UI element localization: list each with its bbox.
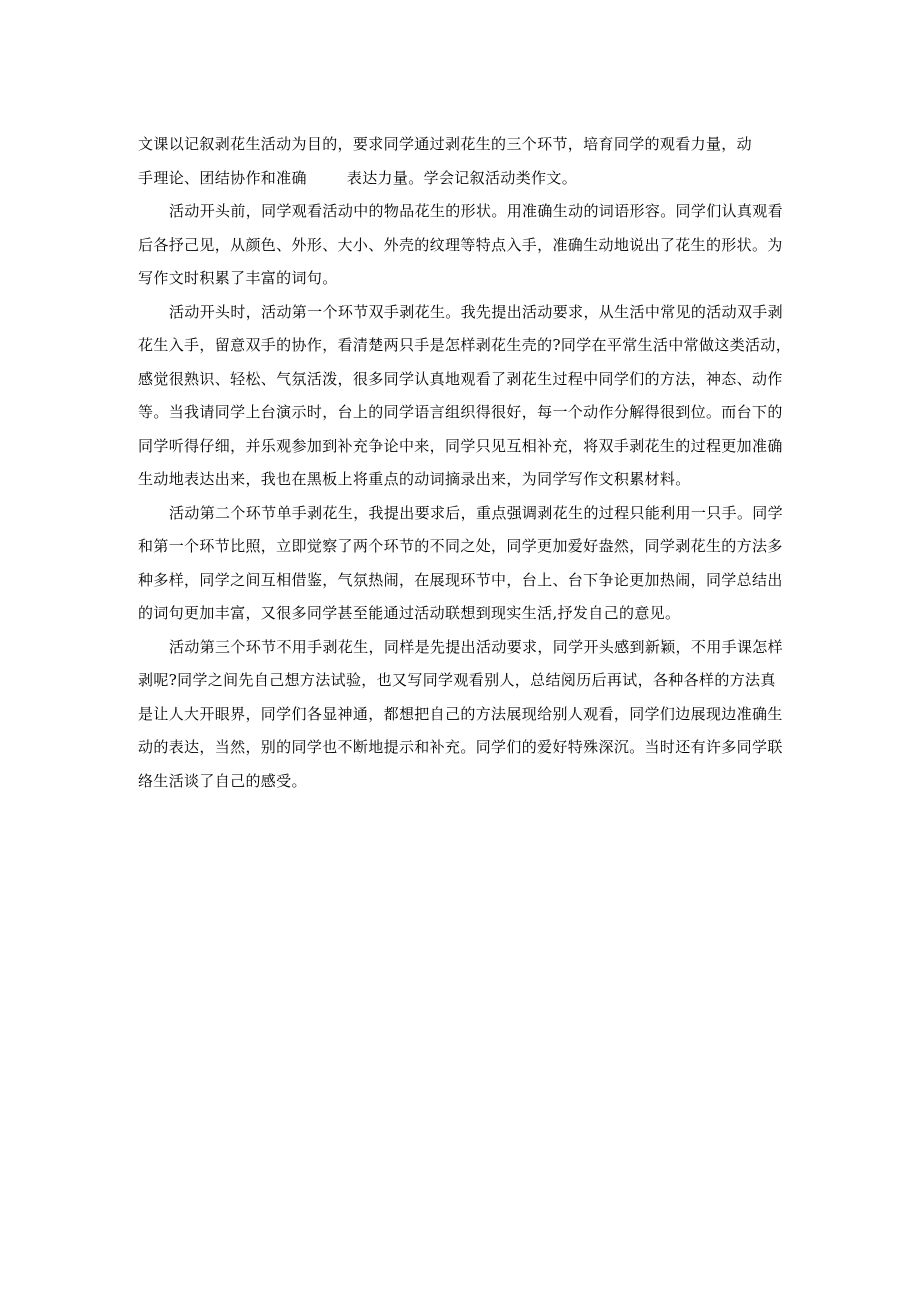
text-line: 后各抒己见，从颜色、外形、大小、外壳的纹理等特点入手，准确生动地说出了花生的形状。为 (138, 235, 783, 254)
text-line: 活动开头时，活动第一个环节双手剥花生。我先提出活动要求，从生活中常见的活动双手剥 (169, 302, 784, 321)
text-line: 是让人大开眼界，同学们各显神通，都想把自己的方法展现给别人观看，同学们边展现边准确生 (138, 704, 783, 723)
text-line: 动的表达，当然，别的同学也不断地提示和补充。同学们的爱好特殊深沉。当时还有许多同学联 (138, 738, 783, 756)
text-line: 感觉很熟识、轻松、气氛活泼，很多同学认真地观看了剥花生过程中同学们的方法，神态、动作 (138, 369, 783, 388)
text-line: 等。当我请同学上台演示时，台上的同学语言组织得很好，每一个动作分解得很到位。而台下的 (138, 403, 783, 421)
text-line: 的词句更加丰富，又很多同学甚至能通过活动联想到现实生活,抒发自己的意见。 (138, 604, 681, 622)
text-line: 写作文时积累了丰富的词句。 (138, 269, 338, 287)
paragraph-observe-peanut (138, 195, 788, 296)
text-line (138, 162, 788, 196)
text-line: 剥呢?同学之间先自己想方法试验，也又写同学观看别人，总结阅历后再试，各种各样的方法真 (138, 671, 776, 689)
document-body (138, 128, 792, 798)
text-line: 活动开头前，同学观看活动中的物品花生的形状。用准确生动的词语形容。同学们认真观看 (169, 202, 784, 220)
text-line: 活动第三个环节不用手剥花生，同样是先提出活动要求，同学开头感到新颖，不用手课怎样 (169, 637, 784, 656)
intro-paragraph (138, 128, 788, 195)
text-line: 文课以记叙剥花生活动为目的，要求同学通过剥花生的三个环节，培育同学的观看力量，动 (138, 135, 753, 153)
text-line: 花生入手，留意双手的协作，看清楚两只手是怎样剥花生壳的?同学在平常生活中常做这类活动， (138, 336, 792, 354)
text-line: 和第一个环节比照，立即觉察了两个环节的不同之处，同学更加爱好盎然，同学剥花生的方法多 (138, 537, 783, 555)
text-line: 络生活谈了自己的感受。 (138, 771, 307, 790)
text-segment: 手理论、团结协作和准确 (138, 168, 307, 187)
paragraph-no-hands (138, 631, 788, 799)
text-line: 活动第二个环节单手剥花生，我提出要求后，重点强调剥花生的过程只能利用一只手。同学 (169, 503, 784, 522)
text-line: 生动地表达出来，我也在黑板上将重点的动词摘录出来，为同学写作文积累材料。 (138, 470, 691, 488)
paragraph-two-hands (138, 296, 792, 497)
text-line: 种多样，同学之间互相借鉴，气氛热闹，在展现环节中，台上、台下争论更加热闹，同学总结出 (138, 570, 783, 589)
text-segment: 表达力量。学会记叙活动类作文。 (346, 168, 578, 187)
paragraph-one-hand (138, 497, 788, 631)
text-line: 同学听得仔细，并乐观参加到补充争论中来，同学只见互相补充，将双手剥花生的过程更加准确 (138, 436, 783, 455)
